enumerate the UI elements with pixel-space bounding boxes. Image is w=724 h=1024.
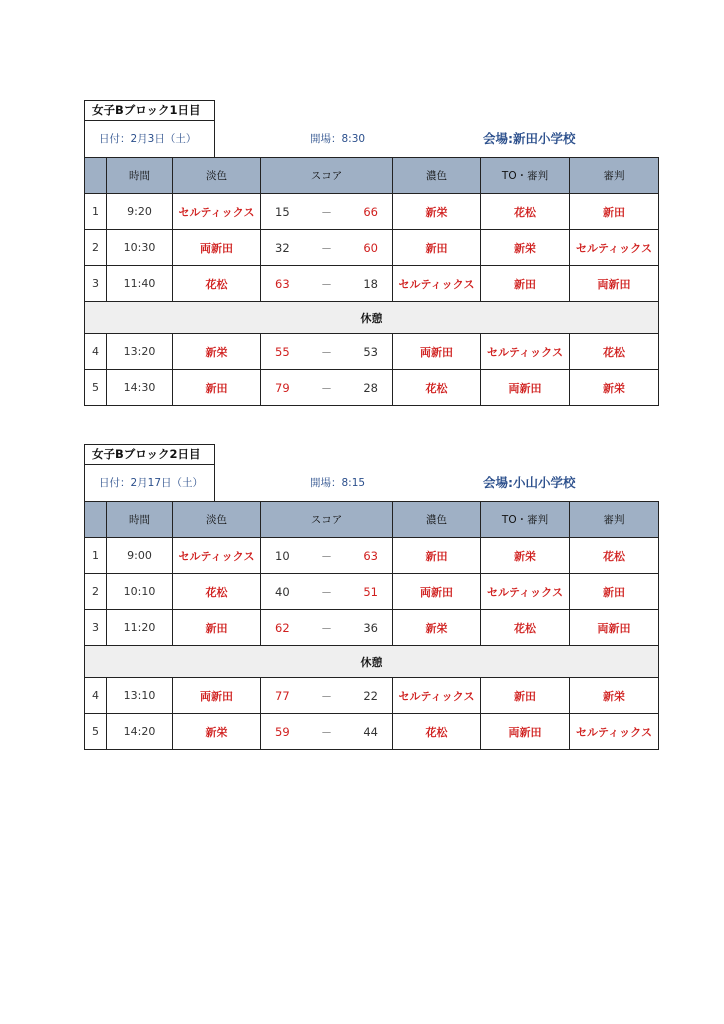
- score-cell: [261, 714, 393, 750]
- dark-team: 花松: [393, 714, 481, 750]
- referee-team: セルティックス: [570, 230, 659, 266]
- dark-score: 28: [363, 380, 378, 395]
- dark-team: 両新田: [393, 574, 481, 610]
- light-score: 32: [275, 240, 290, 255]
- referee-team: 新田: [570, 574, 659, 610]
- score-line: [261, 380, 392, 396]
- game-number: 2: [85, 230, 107, 266]
- table-row: [85, 714, 659, 750]
- light-score: 63: [275, 276, 290, 291]
- dark-team: 新栄: [393, 610, 481, 646]
- light-team: 新田: [173, 610, 261, 646]
- score-dash: －: [321, 549, 332, 563]
- game-time: 11:40: [107, 266, 173, 302]
- game-number: 3: [85, 266, 107, 302]
- to-referee-team: 新田: [481, 266, 570, 302]
- header-referee: 審判: [570, 158, 659, 194]
- game-number: 1: [85, 538, 107, 574]
- light-score: 10: [275, 548, 290, 563]
- score-line: [261, 724, 392, 740]
- header-to-ref: TO・審判: [481, 502, 570, 538]
- to-referee-team: 花松: [481, 194, 570, 230]
- day-block-2: [84, 444, 658, 750]
- game-time: 10:10: [107, 574, 173, 610]
- score-line: [261, 276, 392, 292]
- score-cell: [261, 538, 393, 574]
- table-row: [85, 678, 659, 714]
- to-referee-team: 両新田: [481, 714, 570, 750]
- score-cell: [261, 574, 393, 610]
- referee-team: 両新田: [570, 610, 659, 646]
- table-row: [85, 266, 659, 302]
- schedule-table: [84, 157, 659, 406]
- to-referee-team: 花松: [481, 610, 570, 646]
- light-score: 62: [275, 620, 290, 635]
- light-team: 花松: [173, 266, 261, 302]
- dark-score: 44: [363, 724, 378, 739]
- game-time: 13:10: [107, 678, 173, 714]
- light-team: 花松: [173, 574, 261, 610]
- header-no: [85, 502, 107, 538]
- table-row: [85, 334, 659, 370]
- dark-score: 60: [363, 240, 378, 255]
- score-cell: [261, 266, 393, 302]
- game-number: 2: [85, 574, 107, 610]
- referee-team: 両新田: [570, 266, 659, 302]
- venue: 会場:新田小学校: [483, 131, 576, 146]
- header-no: [85, 158, 107, 194]
- referee-team: 新田: [570, 194, 659, 230]
- game-time: 13:20: [107, 334, 173, 370]
- dark-team: 新田: [393, 538, 481, 574]
- game-time: 14:30: [107, 370, 173, 406]
- to-referee-team: 新田: [481, 678, 570, 714]
- open-time: 開場：8:30: [310, 133, 366, 145]
- table-row: [85, 574, 659, 610]
- header-light: 淡色: [173, 158, 261, 194]
- game-time: 14:20: [107, 714, 173, 750]
- dark-team: 花松: [393, 370, 481, 406]
- header-referee: 審判: [570, 502, 659, 538]
- header-dark: 濃色: [393, 502, 481, 538]
- game-number: 5: [85, 714, 107, 750]
- to-referee-team: 両新田: [481, 370, 570, 406]
- dark-score: 63: [363, 548, 378, 563]
- match-date: 日付：2月3日（土）: [84, 121, 215, 157]
- header-score: スコア: [261, 158, 393, 194]
- dark-score: 66: [363, 204, 378, 219]
- referee-team: セルティックス: [570, 714, 659, 750]
- dark-score: 22: [363, 688, 378, 703]
- score-dash: －: [321, 277, 332, 291]
- venue: 会場:小山小学校: [483, 475, 576, 490]
- score-line: [261, 584, 392, 600]
- header-to-ref: TO・審判: [481, 158, 570, 194]
- header-light: 淡色: [173, 502, 261, 538]
- light-team: 両新田: [173, 678, 261, 714]
- match-date: 日付：2月17日（土）: [84, 465, 215, 501]
- score-cell: [261, 610, 393, 646]
- light-score: 40: [275, 584, 290, 599]
- game-time: 9:20: [107, 194, 173, 230]
- header-row: [85, 502, 659, 538]
- light-score: 59: [275, 724, 290, 739]
- break-label: 休憩: [85, 302, 659, 334]
- score-cell: [261, 678, 393, 714]
- dark-team: 両新田: [393, 334, 481, 370]
- score-dash: －: [321, 689, 332, 703]
- score-cell: [261, 370, 393, 406]
- break-row: [85, 646, 659, 678]
- dark-team: セルティックス: [393, 266, 481, 302]
- score-line: [261, 344, 392, 360]
- score-cell: [261, 230, 393, 266]
- score-line: [261, 204, 392, 220]
- schedule-table: [84, 501, 659, 750]
- day-block-1: [84, 100, 658, 406]
- score-line: [261, 240, 392, 256]
- dark-score: 51: [363, 584, 378, 599]
- dark-team: 新田: [393, 230, 481, 266]
- game-time: 10:30: [107, 230, 173, 266]
- light-team: 新栄: [173, 334, 261, 370]
- score-dash: －: [321, 725, 332, 739]
- game-number: 4: [85, 334, 107, 370]
- light-score: 77: [275, 688, 290, 703]
- score-cell: [261, 194, 393, 230]
- score-dash: －: [321, 381, 332, 395]
- table-row: [85, 610, 659, 646]
- light-team: セルティックス: [173, 194, 261, 230]
- table-row: [85, 194, 659, 230]
- light-score: 15: [275, 204, 290, 219]
- score-dash: －: [321, 585, 332, 599]
- score-line: [261, 548, 392, 564]
- block-title: 女子Bブロック2日目: [84, 444, 215, 465]
- schedule-body: [85, 538, 659, 750]
- referee-team: 新栄: [570, 370, 659, 406]
- score-dash: －: [321, 345, 332, 359]
- score-line: [261, 688, 392, 704]
- dark-score: 53: [363, 344, 378, 359]
- to-referee-team: セルティックス: [481, 574, 570, 610]
- break-row: [85, 302, 659, 334]
- block-title: 女子Bブロック1日目: [84, 100, 215, 121]
- to-referee-team: 新栄: [481, 538, 570, 574]
- score-dash: －: [321, 241, 332, 255]
- game-time: 9:00: [107, 538, 173, 574]
- info-row: [84, 121, 658, 157]
- to-referee-team: セルティックス: [481, 334, 570, 370]
- referee-team: 花松: [570, 334, 659, 370]
- light-team: 両新田: [173, 230, 261, 266]
- score-cell: [261, 334, 393, 370]
- info-row: [84, 465, 658, 501]
- light-team: セルティックス: [173, 538, 261, 574]
- dark-score: 36: [363, 620, 378, 635]
- score-dash: －: [321, 621, 332, 635]
- referee-team: 花松: [570, 538, 659, 574]
- to-referee-team: 新栄: [481, 230, 570, 266]
- header-time: 時間: [107, 158, 173, 194]
- table-row: [85, 538, 659, 574]
- schedule-body: [85, 194, 659, 406]
- light-score: 79: [275, 380, 290, 395]
- open-time: 開場：8:15: [310, 477, 366, 489]
- light-team: 新田: [173, 370, 261, 406]
- game-number: 5: [85, 370, 107, 406]
- break-label: 休憩: [85, 646, 659, 678]
- game-number: 1: [85, 194, 107, 230]
- score-line: [261, 620, 392, 636]
- game-number: 4: [85, 678, 107, 714]
- dark-team: 新栄: [393, 194, 481, 230]
- game-time: 11:20: [107, 610, 173, 646]
- dark-score: 18: [363, 276, 378, 291]
- header-dark: 濃色: [393, 158, 481, 194]
- score-dash: －: [321, 205, 332, 219]
- dark-team: セルティックス: [393, 678, 481, 714]
- header-row: [85, 158, 659, 194]
- referee-team: 新栄: [570, 678, 659, 714]
- light-team: 新栄: [173, 714, 261, 750]
- game-number: 3: [85, 610, 107, 646]
- header-score: スコア: [261, 502, 393, 538]
- header-time: 時間: [107, 502, 173, 538]
- table-row: [85, 370, 659, 406]
- light-score: 55: [275, 344, 290, 359]
- table-row: [85, 230, 659, 266]
